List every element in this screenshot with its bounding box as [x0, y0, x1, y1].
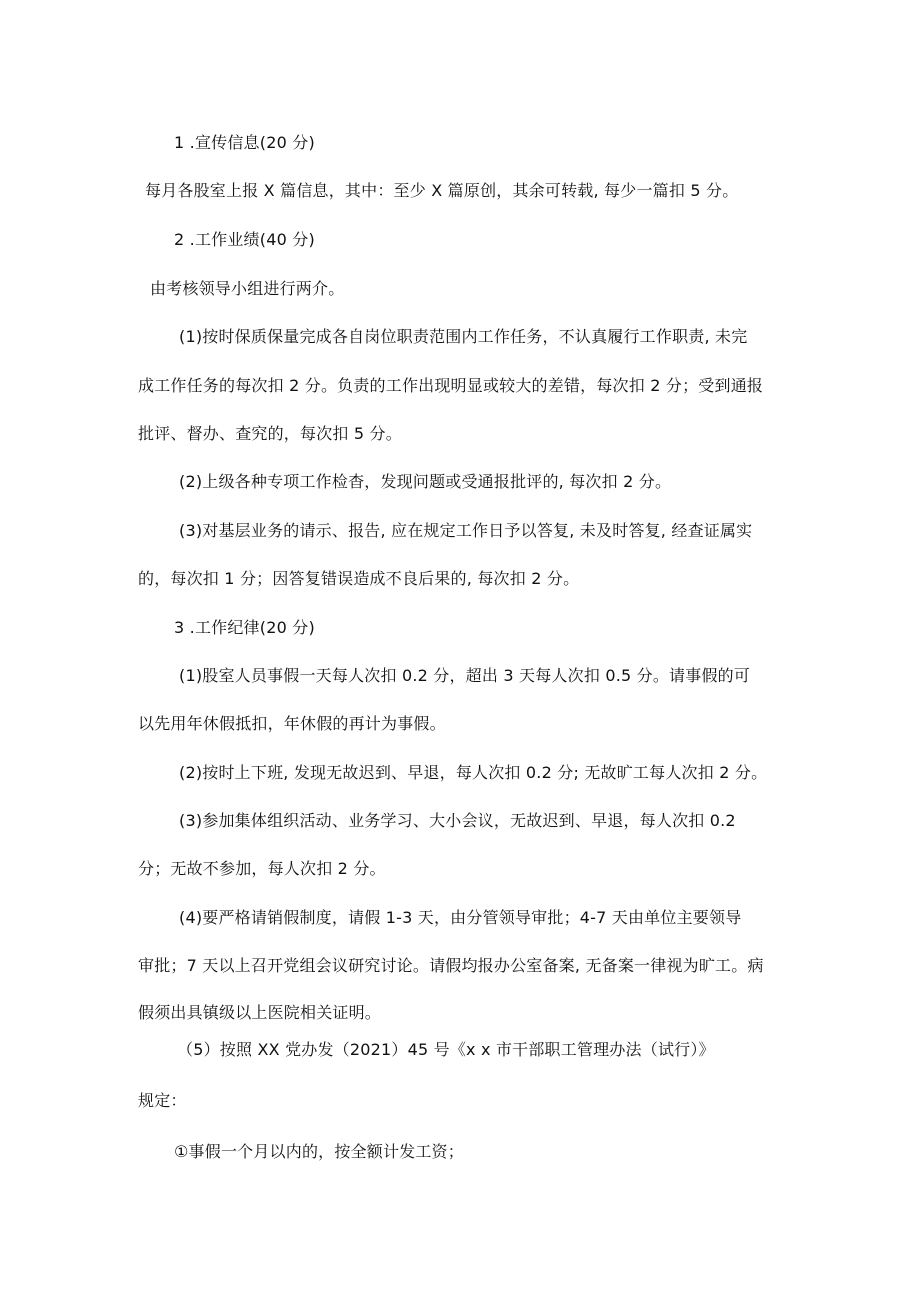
section3-sub1: ①事假一个月以内的，按全额计发工资；: [174, 1142, 464, 1161]
section3-item1-line2: 以先用年休假抵扣，年休假的再计为事假。: [138, 714, 446, 733]
section1-heading: 1 .宣传信息(20 分): [174, 133, 315, 152]
section3-item4-line1: (4)要严格请销假制度，请假 1-3 天，由分管领导审批；4-7 天由单位主要领导: [179, 908, 742, 927]
section3-item5-line2: 规定：: [138, 1091, 187, 1110]
section3-item3-line2: 分；无故不参加，每人次扣 2 分。: [138, 859, 386, 878]
section2-intro: 由考核领导小组进行两介。: [150, 279, 345, 298]
section3-item1-line1: (1)股室人员事假一天每人次扣 0.2 分，超出 3 天每人次扣 0.5 分。请事假的可: [179, 666, 751, 685]
section2-item1-line2: 成工作任务的每次扣 2 分。负责的工作出现明显或较大的差错，每次扣 2 分；受到通报: [138, 376, 764, 395]
section3-item4-line3: 假须出具镇级以上医院相关证明。: [138, 1003, 382, 1022]
section2-item1-line1: (1)按时保质保量完成各自岗位职责范围内工作任务，不认真履行工作职责, 未完: [179, 327, 748, 346]
section2-item1-line3: 批评、督办、查究的，每次扣 5 分。: [138, 424, 402, 443]
section1-text: 每月各股室上报 X 篇信息，其中：至少 X 篇原创，其余可转载, 每少一篇扣 5 分。: [145, 181, 739, 200]
section2-heading: 2 .工作业绩(40 分): [174, 230, 315, 249]
section2-item3-line1: (3)对基层业务的请示、报告, 应在规定工作日予以答复, 未及时答复, 经查证属实: [179, 521, 753, 540]
section3-item2: (2)按时上下班, 发现无故迟到、早退，每人次扣 0.2 分; 无故旷工每人次扣 2 分。: [179, 763, 768, 782]
section2-item3-line2: 的，每次扣 1 分；因答复错误造成不良后果的, 每次扣 2 分。: [138, 569, 580, 588]
section3-heading: 3 .工作纪律(20 分): [174, 618, 315, 637]
section3-item5-line1: （5）按照 XX 党办发（2021）45 号《x x 市干部职工管理办法（试行）》: [177, 1040, 715, 1059]
section3-item4-line2: 审批；7 天以上召开党组会议研究讨论。请假均报办公室备案, 无备案一律视为旷工。病: [138, 956, 764, 975]
section2-item2: (2)上级各种专项工作检杳，发现问题或受通报批评的, 每次扣 2 分。: [179, 472, 672, 491]
section3-item3-line1: (3)参加集体组织活动、业务学习、大小会议，无故迟到、早退，每人次扣 0.2: [179, 811, 736, 830]
